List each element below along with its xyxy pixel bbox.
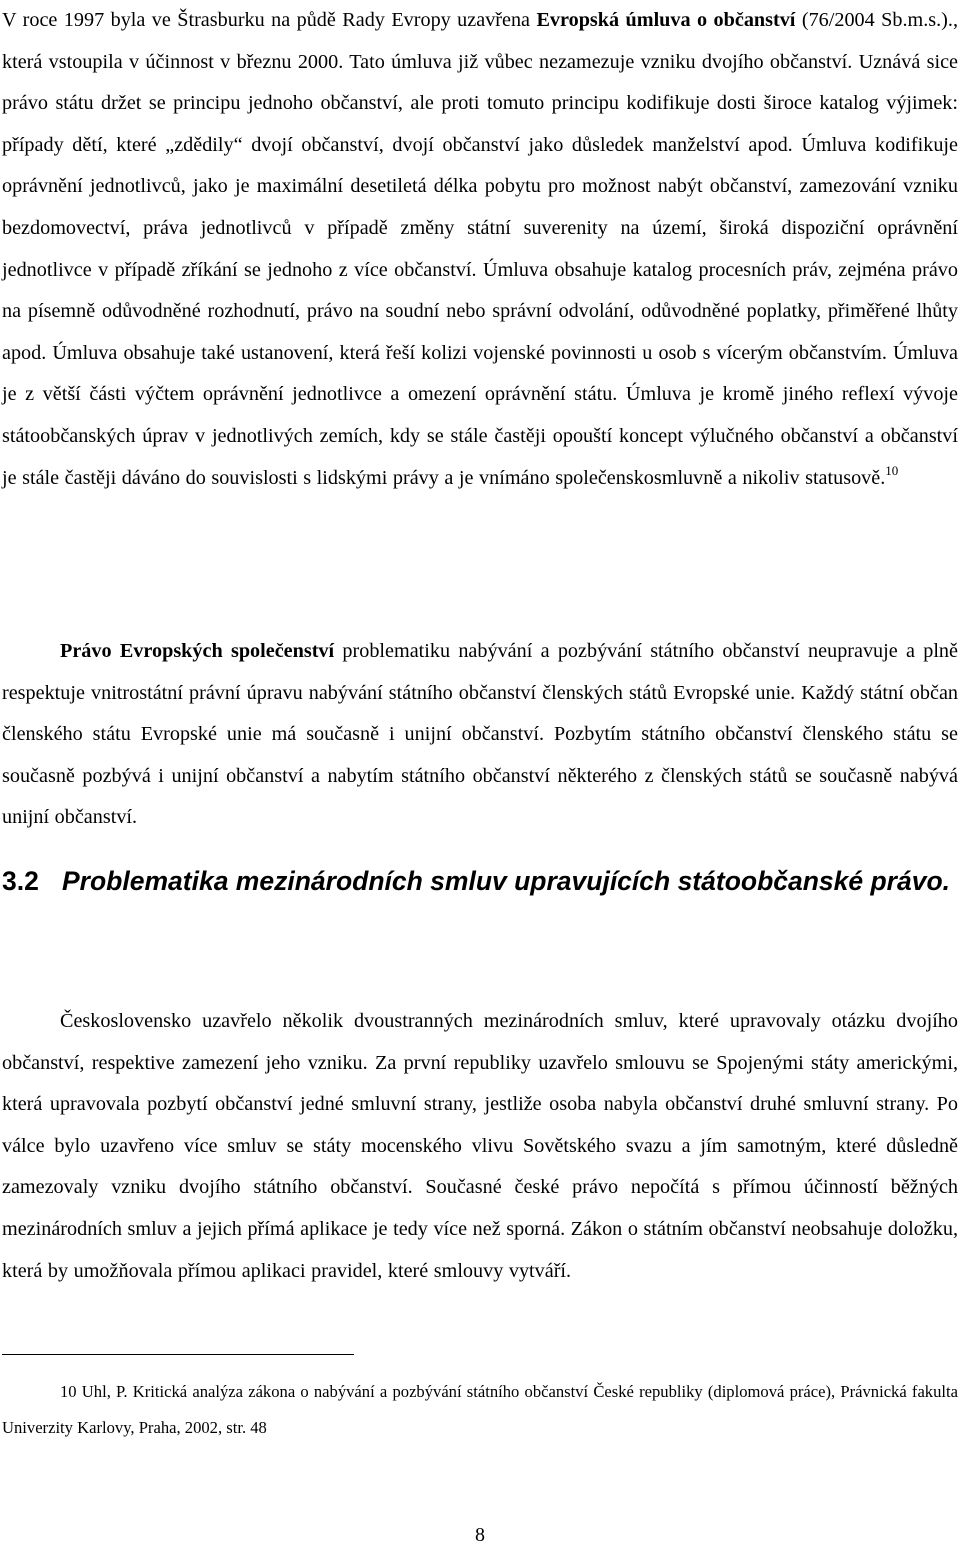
paragraph-text: problematiku nabývání a pozbývání státního občanství neupravuje a plně respektuje vnitrostátní právní úpravu nabývání státního občanství členských států Evropské unie. Každý státní občan členského státu Evropské unie má současně i unijní občanství. Pozbytím státního občanství členského státu se současně pozbývá i unijní občanství a nabytím státního občanství některého z členských států se současně nabývá unijní občanství. [2,640,958,829]
footnote-separator [2,1354,354,1355]
paragraph-european-convention [2,0,958,499]
section-heading [2,856,958,907]
footnote [2,1374,958,1446]
page-number: 8 [475,1524,485,1546]
bold-term-convention: Evropská úmluva o občanství [536,9,796,31]
paragraph-ec-law [2,631,958,839]
section-number: 3.2 [2,866,39,896]
section-title: Problematika mezinárodních smluv upravujících státoobčanské právo. [62,866,951,896]
paragraph-text: Československo uzavřelo několik dvoustranných mezinárodních smluv, které upravovaly otázku dvojího občanství, respektive zamezení jeho vzniku. Za první republiky uzavřelo smlouvu se Spojenými státy americkými, která upravovala pozbytí občanství jedné smluvní strany, jestliže osoba nabyla občanství druhé smluvní strany. Po válce bylo uzavřeno více smluv se státy mocenského vlivu Sovětského svazu a jím samotným, které důsledně zamezovaly vzniku dvojího státního občanství. Současné české právo nepočítá s přímou účinností běžných mezinárodních smluv a jejich přímá aplikace je tedy více než sporná. Zákon o státním občanství neobsahuje doložku, která by umožňovala přímou aplikaci pravidel, které smlouvy vytváří. [2,1010,958,1282]
paragraph-czechoslovakia-treaties [2,1001,958,1292]
footnote-number: 10 [60,1382,77,1401]
footnote-reference: 10 [885,462,899,478]
footnote-text: Uhl, P. Kritická analýza zákona o nabývání a pozbývání státního občanství České republiky (diplomová práce), Právnická fakulta Univerzity Karlovy, Praha, 2002, str. 48 [2,1382,958,1437]
bold-term-ec-law: Právo Evropských společenství [60,640,335,662]
paragraph-text: V roce 1997 byla ve Štrasburku na půdě Rady Evropy uzavřena [2,9,537,31]
paragraph-text: (76/2004 Sb.m.s.)., která vstoupila v účinnost v březnu 2000. Tato úmluva již vůbec nezamezuje vzniku dvojího občanství. Uznává sice právo státu držet se principu jednoho občanství, ale proti tomuto principu kodifikuje dosti široce katalog výjimek: případy dětí, které „zdědily“ dvojí občanství, dvojí občanství jako důsledek manželství apod. Úmluva kodifikuje oprávnění jednotlivců, jako je maximální desetiletá délka pobytu pro možnost nabýt občanství, zamezování vzniku bezdomovectví, práva jednotlivců v případě změny státní suverenity na území, široká dispoziční oprávnění jednotlivce v případě zříkání se jednoho z více občanství. Úmluva obsahuje katalog procesních práv, zejména právo na písemně odůvodněné rozhodnutí, právo na soudní nebo správní odvolání, odůvodněné poplatky, přiměřené lhůty apod. Úmluva obsahuje také ustanovení, která řeší kolizi vojenské povinnosti u osob s vícerým občanstvím. Úmluva je z větší části výčtem oprávnění jednotlivce a omezení oprávnění státu. Úmluva je kromě jiného reflexí vývoje státoobčanských úprav v jednotlivých zemích, kdy se stále častěji opouští koncept výlučného občanství a občanství je stále častěji dáváno do souvislosti s lidskými právy a je vnímáno společenskosmluvně a nikoliv statusově. [2,9,958,489]
